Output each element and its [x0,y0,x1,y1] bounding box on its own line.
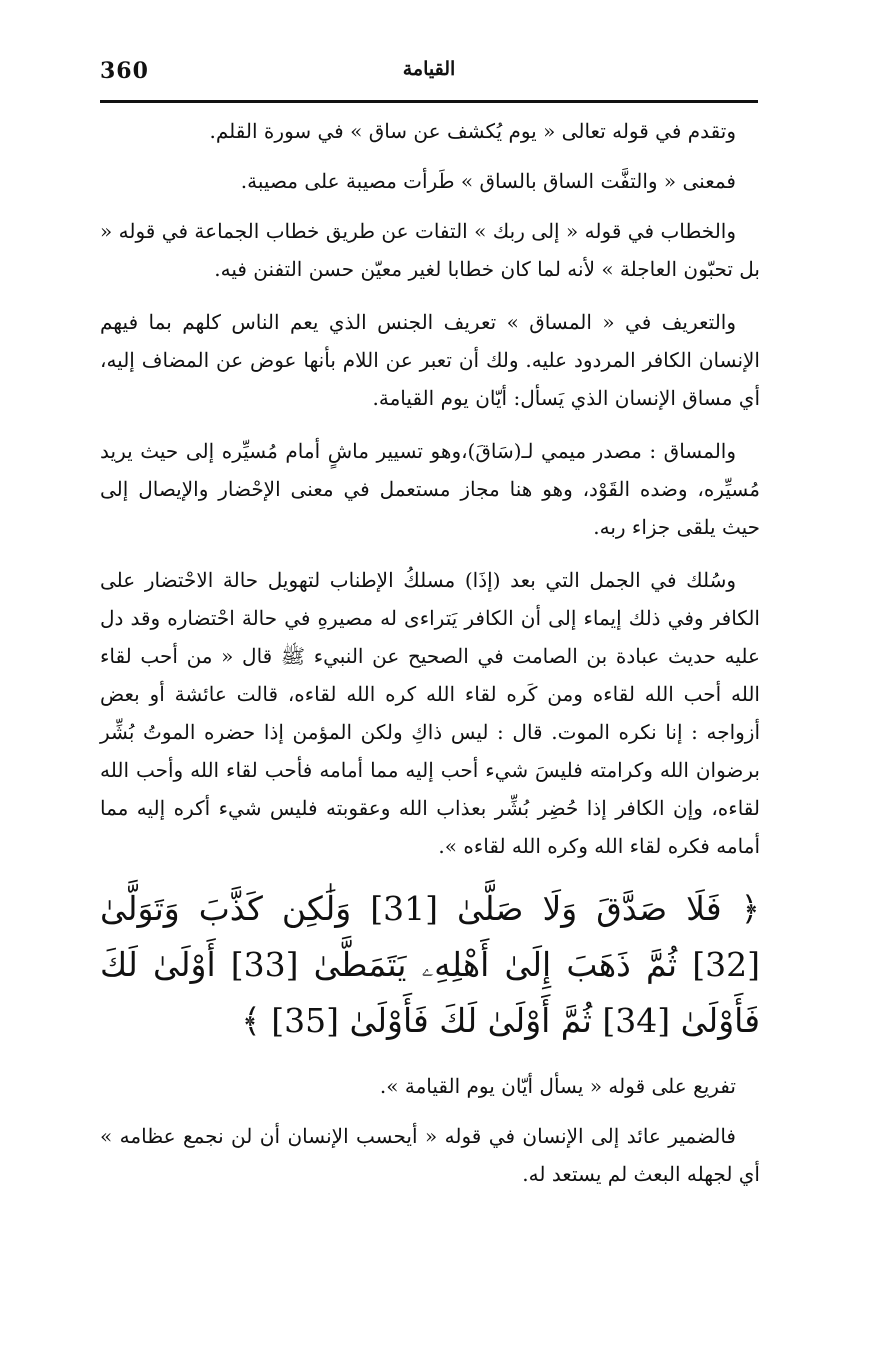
page-header [100,58,758,94]
paragraph: وتقدم في قوله تعالى « يوم يُكشف عن ساق » في سورة القلم. [209,119,736,143]
paragraph: والمساق : مصدر ميمي لـ(سَاقَ)،وهو تسيير ماشٍ أمام مُسيِّره إلى حيث يريد مُسيِّره، وضده القَوْد، وهو هنا مجاز مستعمل في معنى الإحْضار والإيصال إلى حيث يلقى جزاء ربه. [100,439,760,539]
running-title: القيامة [402,58,456,80]
page-number: 360 [100,58,149,84]
paragraph: والتعريف في « المساق » تعريف الجنس الذي يعم الناس كلهم بما فيهم الإنسان الكافر المردود عليه. ولك أن تعبر عن اللام بأنها عوض عن المضاف إليه، أي مساق الإنسان الذي يَسأل: أيّان يوم القيامة. [100,310,760,410]
paragraph: وسُلك في الجمل التي بعد (إذَا) مسلكُ الإطناب لتهويل حالة الاحْتضار على الكافر وفي ذلك إيماء إلى أن الكافر يَتراءى له مصيرهِ في حالة احْتضاره وقد دل عليه حديث عبادة بن الصامت في الصحيح عن النبيء ﷺ قال « من أحب لقاء الله أحب الله لقاءه ومن كَره لقاء الله كره الله لقاءه، قالت عائشة أو بعض أزواجه : إنا نكره الموت. قال : ليس ذاكِ ولكن المؤمن إذا حضره الموتُ بُشِّر برضوان الله وكرامته فليسَ شيء أحب إليه مما أمامه فأحب لقاء الله وأحب الله لقاءه، وإن الكافر إذا حُضِر بُشِّر بعذاب الله وعقوبته فليس شيء أكره إليه مما أمامه فكره لقاء الله وكره الله لقاءه ». [100,568,760,858]
paragraph: فالضمير عائد إلى الإنسان في قوله « أيحسب الإنسان أن لن نجمع عظامه » أي لجهله البعث لم يستعد له. [100,1124,760,1186]
paragraph: فمعنى « والتفَّت الساق بالساق » طَرأت مصيبة على مصيبة. [240,169,736,193]
paragraph: والخطاب في قوله « إلى ربك » التفات عن طريق خطاب الجماعة في قوله « بل تحبّون العاجلة » لأنه لما كان خطابا لغير معيّن حسن التفنن فيه. [100,219,760,281]
page-body [100,112,760,1208]
header-rule [100,100,758,103]
paragraph: تفريع على قوله « يسأل أيّان يوم القيامة ». [379,1074,736,1098]
quran-verse: ﴿ فَلَا صَدَّقَ وَلَا صَلَّىٰ [31] وَلَٰكِن كَذَّبَ وَتَوَلَّىٰ [32] ثُمَّ ذَهَبَ إِلَىٰ أَهْلِهِۦ يَتَمَطَّىٰ [33] أَوْلَىٰ لَكَ فَأَوْلَىٰ [34] ثُمَّ أَوْلَىٰ لَكَ فَأَوْلَىٰ [35] ﴾ [100,889,760,1040]
